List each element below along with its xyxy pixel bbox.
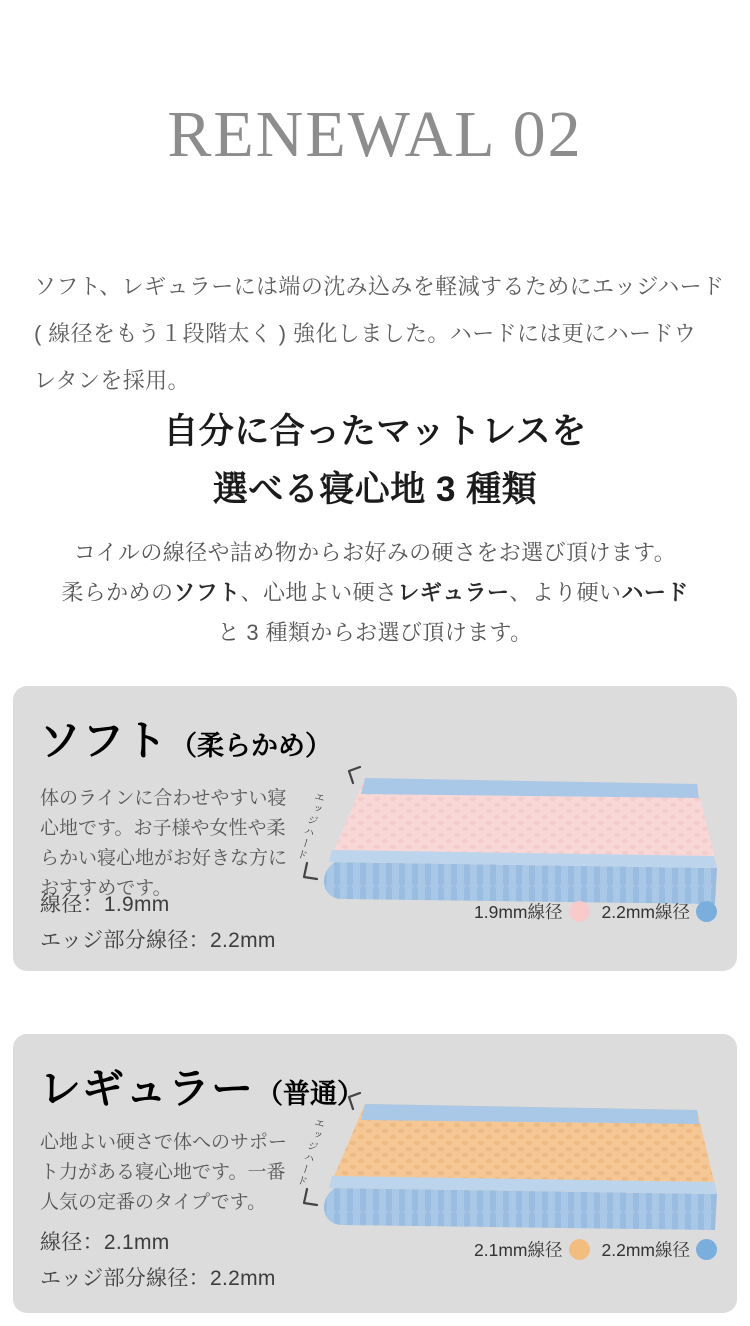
intro-line: ソフト、レギュラーには端の沈み込みを軽減するためにエッジハード xyxy=(34,274,725,299)
legend-dot-edge xyxy=(696,901,717,922)
keyword-hard: ハード xyxy=(621,580,689,605)
mattress-illustration-soft xyxy=(294,766,741,916)
heading-line: 選べる寝心地 3 種類 xyxy=(212,470,538,509)
edge-hard-label: エッジハード xyxy=(294,790,327,863)
mattress-front-face xyxy=(324,862,717,904)
card-soft-description: 体のラインに合わせやすい寝心地です。お子様や女性や柔らかい寝心地がお好きな方におすすめです。 xyxy=(40,788,288,899)
edge-bracket-top xyxy=(349,1093,360,1109)
spec-wire-diameter: 線径：2.1mm xyxy=(40,1231,170,1254)
legend-dot-main xyxy=(569,1239,590,1260)
legend-label-edge: 2.2mm線径 xyxy=(601,902,690,922)
edge-hard-label: エッジハード xyxy=(294,1116,327,1189)
sub-copy-line: と 3 種類からお選び頂けます。 xyxy=(217,620,533,645)
edge-bracket-bottom xyxy=(304,863,317,879)
card-regular xyxy=(13,1034,737,1313)
edge-bracket-bottom xyxy=(304,1189,317,1205)
wire-legend xyxy=(474,899,717,924)
card-soft xyxy=(13,686,737,971)
legend-label-main: 2.1mm線径 xyxy=(474,1240,563,1260)
card-soft-title: ソフト（柔らかめ） xyxy=(39,717,333,764)
legend-dot-main xyxy=(569,901,590,922)
legend-label-edge: 2.2mm線径 xyxy=(601,1240,690,1260)
card-regular-description: 心地よい硬さで体へのサポート力がある寝心地です。一番人気の定番のタイプです。 xyxy=(40,1132,288,1213)
mattress-graphic xyxy=(301,1092,741,1242)
legend-dot-edge xyxy=(696,1239,717,1260)
edge-bracket-top xyxy=(349,767,360,783)
spec-edge-wire-diameter: エッジ部分線径：2.2mm xyxy=(40,929,276,952)
sub-copy-line: 柔らかめのソフト、心地よい硬さレギュラー、より硬いハード xyxy=(61,580,689,605)
legend-label-main: 1.9mm線径 xyxy=(474,902,563,922)
spec-edge-wire-diameter: エッジ部分線径：2.2mm xyxy=(40,1267,276,1290)
sub-copy-line: コイルの線径や詰め物からお好みの硬さをお選び頂けます。 xyxy=(73,540,677,565)
wire-legend xyxy=(474,1237,717,1262)
section-heading xyxy=(0,403,750,519)
keyword-regular: レギュラー xyxy=(397,580,510,605)
sub-copy xyxy=(0,533,750,653)
heading-line: 自分に合ったマットレスを xyxy=(163,412,587,451)
keyword-soft: ソフト xyxy=(173,580,241,605)
intro-line: ( 線径をもう１段階太く ) 強化しました。ハードには更にハードウ xyxy=(34,321,697,346)
card-regular-title: レギュラー（普通） xyxy=(39,1065,365,1112)
intro-paragraph xyxy=(34,263,734,404)
intro-line: レタンを採用。 xyxy=(34,368,190,393)
page-title: RENEWAL 02 xyxy=(167,98,583,171)
mattress-graphic xyxy=(301,766,741,916)
mattress-illustration-regular xyxy=(294,1092,741,1242)
spec-wire-diameter: 線径：1.9mm xyxy=(40,893,170,916)
mattress-front-face xyxy=(324,1188,717,1230)
